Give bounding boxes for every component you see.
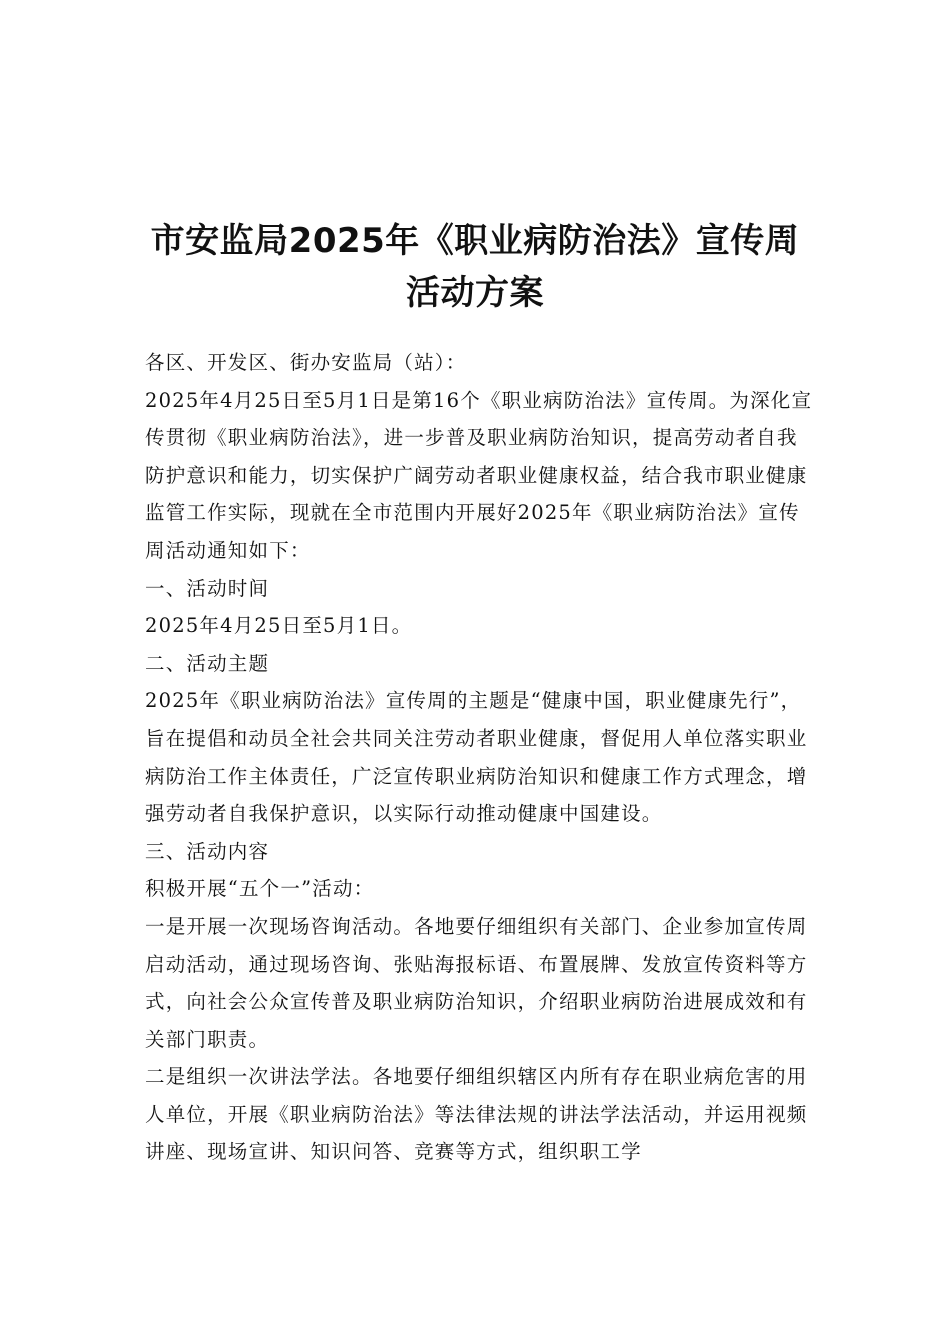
activity-item-1: 一是开展一次现场咨询活动。各地要仔细组织有关部门、企业参加宣传周启动活动，通过现场咨询、张贴海报标语、布置展牌、发放宣传资料等方式，向社会公众宣传普及职业病防治知识，介绍职业病防治进展成效和有关部门职责。 (145, 914, 808, 1051)
document-body (145, 344, 815, 1171)
section-heading-time: 一、活动时间 (145, 576, 270, 600)
document-title-line-1: 市安监局2025年《职业病防治法》宣传周 (150, 221, 800, 261)
activity-item-2: 二是组织一次讲法学法。各地要仔细组织辖区内所有存在职业病危害的用人单位，开展《职业病防治法》等法律法规的讲法学法活动，并运用视频讲座、现场宣讲、知识问答、竞赛等方式，组织职工学 (145, 1065, 808, 1164)
section-heading-content: 三、活动内容 (145, 839, 270, 863)
intro-paragraph: 2025年4月25日至5月1日是第16个《职业病防治法》宣传周。为深化宣传贯彻《职业病防治法》，进一步普及职业病防治知识，提高劳动者自我防护意识和能力，切实保护广阔劳动者职业健康权益，结合我市职业健康监管工作实际，现就在全市范围内开展好2025年《职业病防治法》宣传周活动通知如下： (145, 388, 813, 562)
five-ones-intro: 积极开展“五个一”活动： (145, 877, 375, 901)
activity-theme-paragraph: 2025年《职业病防治法》宣传周的主题是“健康中国，职业健康先行”，旨在提倡和动员全社会共同关注劳动者职业健康，督促用人单位落实职业病防治工作主体责任，广泛宣传职业病防治知识和健康工作方式理念，增强劳动者自我保护意识，以实际行动推动健康中国建设。 (145, 689, 808, 826)
section-heading-theme: 二、活动主题 (145, 651, 270, 675)
salutation: 各区、开发区、街办安监局（站）： (145, 351, 467, 374)
activity-time-paragraph: 2025年4月25日至5月1日。 (145, 614, 413, 638)
document-title-line-2: 活动方案 (406, 273, 544, 313)
